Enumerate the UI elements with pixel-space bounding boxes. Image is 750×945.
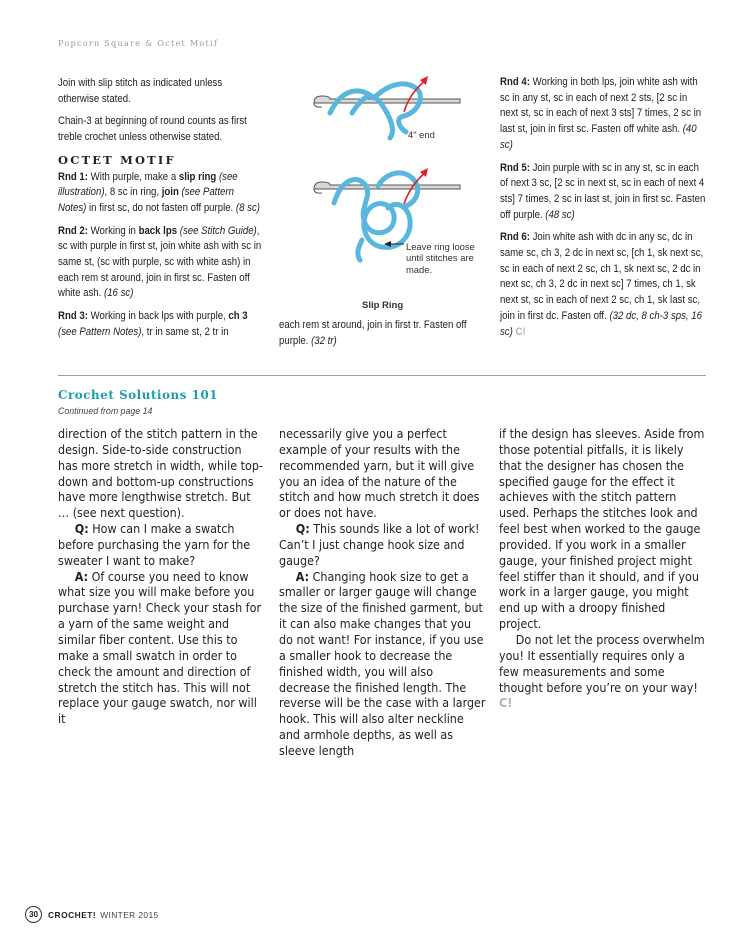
note-join: Join with slip stitch as indicated unless otherwise stated. bbox=[58, 77, 223, 105]
round-text: With purple, make a bbox=[87, 170, 179, 183]
illustration-label-ring: Leave ring loose until stitches are made. bbox=[406, 241, 475, 275]
issue-date: WINTER 2015 bbox=[100, 909, 159, 920]
closing-text: Do not let the process overwhelm you! It essentially requires only a few measurements and some thought before you’re on your way! bbox=[499, 632, 705, 695]
round-ref: (see Pattern Notes) bbox=[58, 186, 234, 214]
paragraph: if the design has sleeves. Aside from those potential pitfalls, it is likely that the designer has chosen the specified gauge for the effect it achieves with the stitch pattern used. Perhaps the stitches look and feel best when worked to the gauge provided. If you work in a smaller gauge, your finished project might feel stiffer than it should, and if you work in a larger gauge, you might end up with a droopy finished project. bbox=[499, 427, 705, 632]
round-label: Rnd 1: bbox=[58, 170, 88, 183]
paragraph: necessarily give you a perfect example of your results with the recommended yarn, but it will give you an idea of the nature of the stitch and how much stretch it does or does not have. bbox=[279, 427, 480, 521]
round-text: in first sc, do not fasten off purple. bbox=[86, 201, 236, 214]
question-label: Q: bbox=[74, 522, 89, 537]
answer bbox=[58, 570, 264, 728]
section-divider bbox=[58, 375, 706, 376]
round-ref: (see illustration) bbox=[58, 170, 238, 199]
page-number: 30 bbox=[25, 906, 42, 923]
round-text: Join purple with sc in any st, sc in each of next 3 sc, [2 sc in next st, sc in each of next 4 sts] 7 times, 2 sc in last st, join in first sc. Fasten off purple. bbox=[500, 161, 706, 221]
pattern-column-right bbox=[500, 75, 706, 347]
round-term: slip ring bbox=[178, 170, 217, 183]
round-count: (48 sc) bbox=[545, 208, 575, 221]
round-3-continued bbox=[279, 318, 485, 349]
crochet-end-logo: C! bbox=[512, 325, 526, 338]
illustration-caption: Slip Ring bbox=[362, 300, 404, 311]
sidebar-column-1 bbox=[58, 427, 264, 728]
sidebar-title: Crochet Solutions 101 bbox=[58, 388, 219, 402]
round-text: Working in bbox=[87, 224, 139, 237]
round-ref: (see Pattern Notes) bbox=[58, 325, 142, 338]
round-term: back lps bbox=[138, 224, 178, 237]
question-text: This sounds like a lot of work! Can’t I just change hook size and gauge? bbox=[279, 522, 480, 568]
paragraph-closing bbox=[499, 633, 707, 712]
round-label: Rnd 4: bbox=[500, 76, 530, 88]
round-5 bbox=[500, 161, 706, 224]
round-text: Join white ash with dc in any sc, dc in same sc, ch 3, 2 dc in next sc, [ch 1, sk next sc, sc in each of next 2 sc, ch 1, sk next sc, 2 dc in next sc, ch 3, 2 dc in next sc] 7 times, ch 1, sk next st, sc in each of next 2 sc, ch 1, sk last sc, join in first dc. Fasten off. bbox=[500, 231, 704, 322]
answer-text: Of course you need to know what size you will make before you purchase yarn! Check your stash for a yarn of the same weight and similar fiber content. Use this to make a small swatch in order to check the amount and direction of stretch the stitch has. This will not replace your gauge swatch, nor will it bbox=[58, 569, 262, 727]
illustration-label-end: 4" end bbox=[408, 129, 435, 140]
round-text: Working in back lps with purple, bbox=[87, 310, 229, 323]
note-chain: Chain-3 at beginning of round counts as first treble crochet unless otherwise stated. bbox=[58, 115, 247, 144]
magazine-name: CROCHET! bbox=[48, 909, 97, 920]
round-3 bbox=[58, 309, 263, 340]
motif-heading: OCTET MOTIF bbox=[58, 152, 176, 167]
sidebar-column-3 bbox=[499, 427, 707, 712]
round-count: (32 tr) bbox=[311, 334, 337, 347]
pattern-column-left bbox=[58, 76, 263, 348]
sidebar-continued-note: Continued from page 14 bbox=[58, 406, 153, 416]
round-count: (8 sc) bbox=[235, 201, 260, 214]
page-footer bbox=[25, 906, 159, 923]
question-text: How can I make a swatch before purchasing the yarn for the sweater I want to make? bbox=[58, 522, 251, 568]
round-count: (40 sc) bbox=[500, 123, 697, 151]
round-count: (32 dc, 8 ch-3 sps, 16 sc) bbox=[500, 309, 702, 338]
answer bbox=[279, 570, 487, 760]
crochet-hook-icon bbox=[314, 182, 460, 193]
round-4 bbox=[500, 75, 706, 154]
round-label: Rnd 3: bbox=[58, 310, 88, 323]
yarn-strand bbox=[330, 84, 420, 138]
round-text: Working in both lps, join white ash with sc in any st, sc in each of next 2 sts, [2 sc in next st, sc in each of next 3 sts] 7 times, 2 sc in last st, join in first sc. Fasten off white ash. bbox=[500, 76, 702, 136]
round-text: each rem st around, join in first tr. Fasten off purple. bbox=[279, 319, 467, 347]
round-label: Rnd 2: bbox=[58, 224, 88, 237]
round-label: Rnd 6: bbox=[500, 231, 530, 244]
question-label: Q: bbox=[295, 522, 310, 537]
crochet-end-logo: C! bbox=[499, 696, 513, 711]
round-label: Rnd 5: bbox=[500, 161, 530, 174]
round-term: join bbox=[161, 186, 179, 199]
answer-text: Changing hook size to get a smaller or larger gauge will change the size of the finished garment, but it can also make changes that you do not want! For instance, if you use a smaller hook to decrease the finished width, you will also decrease the finished length. The reverse will be the case with a larger hook. This will also alter neckline and armhole depths, as well as sleeve length bbox=[279, 569, 486, 758]
round-text: , tr in same st, 2 tr in bbox=[141, 325, 229, 338]
slip-ring-illustration bbox=[300, 68, 480, 318]
question bbox=[58, 522, 264, 570]
answer-label: A: bbox=[74, 569, 89, 584]
answer-label: A: bbox=[295, 569, 310, 584]
round-text: , 8 sc in ring, bbox=[104, 186, 162, 199]
round-text: , sc with purple in first st, join white ash with sc in same st, (sc with purple, sc with white ash) in each rem st around, join in first sc. Fasten off white ash. bbox=[58, 224, 262, 300]
round-ref: (see Stitch Guide) bbox=[177, 224, 257, 237]
round-1 bbox=[58, 170, 263, 217]
sidebar-column-2 bbox=[279, 427, 487, 760]
round-6 bbox=[500, 230, 706, 340]
question bbox=[279, 522, 487, 570]
paragraph: direction of the stitch pattern in the design. Side-to-side construction has more stretch in width, while top-down and bottom-up constructions have more lengthwise stretch. But … (see next question). bbox=[58, 427, 263, 521]
round-term: ch 3 bbox=[228, 310, 248, 323]
round-2 bbox=[58, 224, 263, 303]
round-count: (16 sc) bbox=[103, 287, 134, 300]
running-head: Popcorn Square & Octet Motif bbox=[58, 38, 219, 48]
